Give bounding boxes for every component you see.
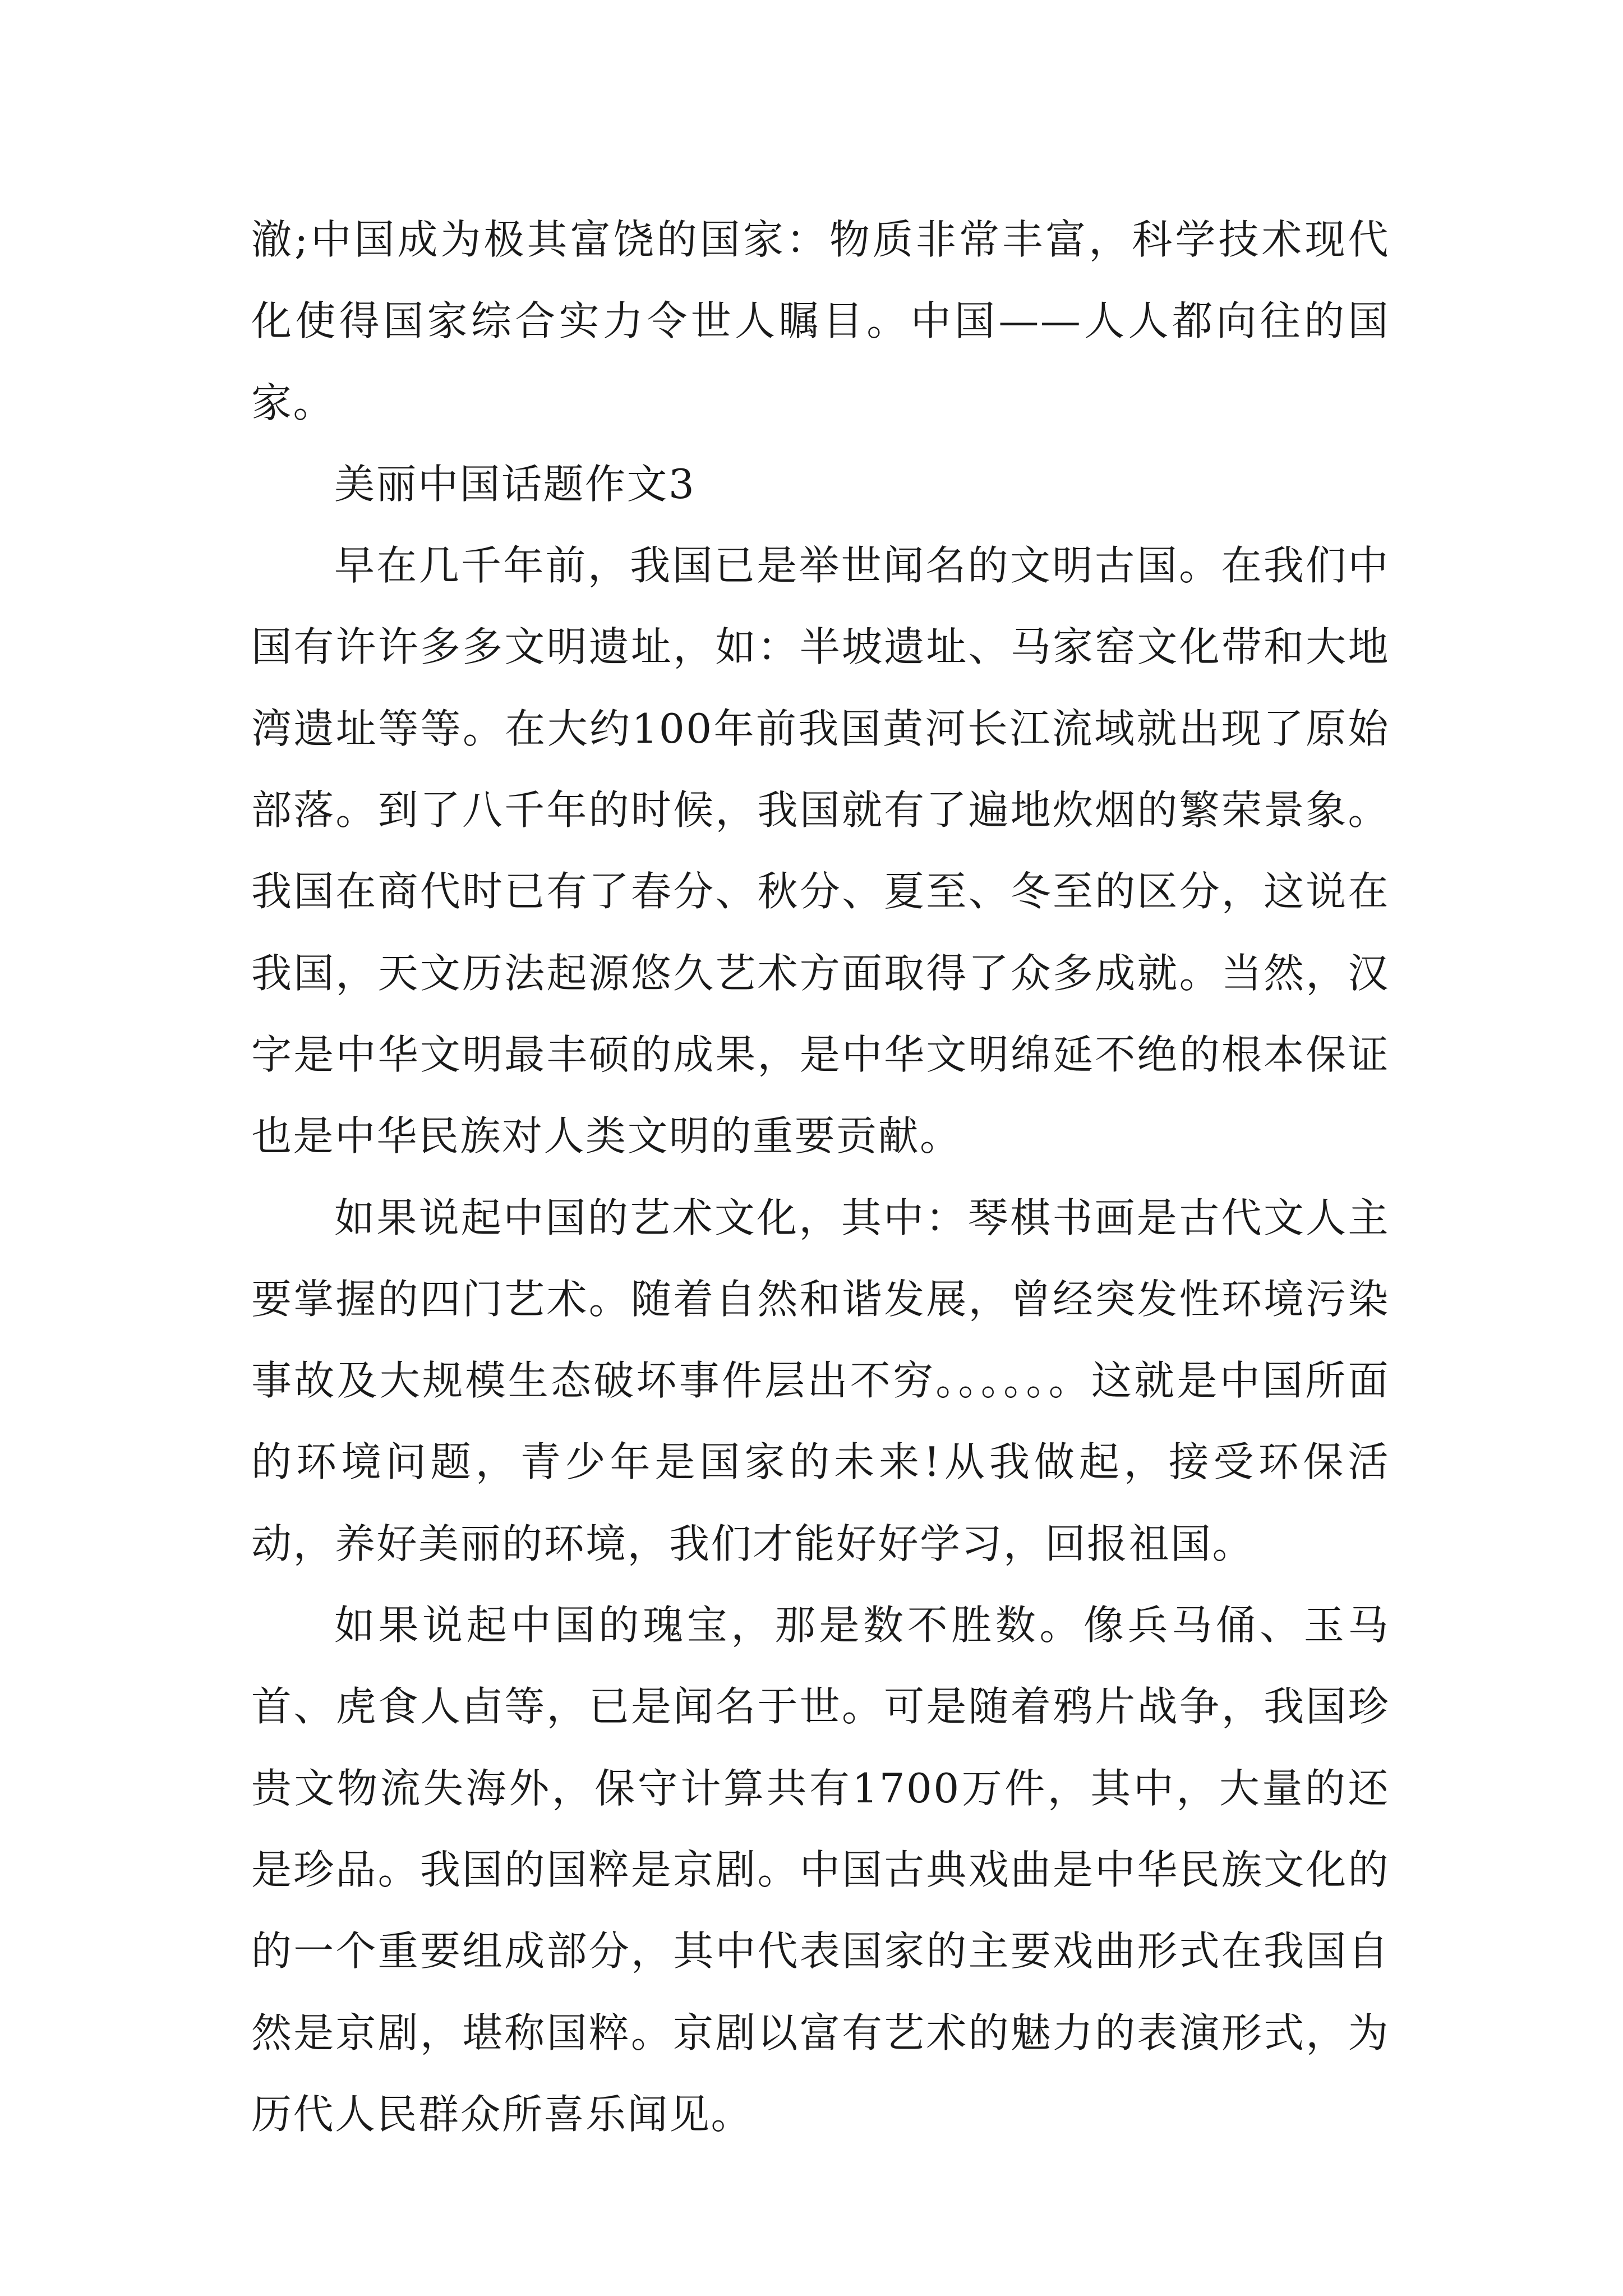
paragraph: 早在几千年前，我国已是举世闻名的文明古国。在我们中国有许许多多文明遗址，如：半坡遗址、马家窑文化带和大地湾遗址等等。在大约100年前我国黄河长江流域就出现了原始部落。到了八千年的时候，我国就有了遍地炊烟的繁荣景象。我国在商代时已有了春分、秋分、夏至、冬至的区分，这说在我国，天文历法起源悠久艺术方面取得了众多成就。当然，汉字是中华文明最丰硕的成果，是中华文明绵延不绝的根本保证也是中华民族对人类文明的重要贡献。: [251, 542, 1390, 1160]
paragraph-continuation: 澈;中国成为极其富饶的国家：物质非常丰富，科学技术现代化使得国家综合实力令世人瞩目。中国——人人都向往的国家。: [251, 216, 1390, 426]
essay-heading: 美丽中国话题作文3: [334, 460, 696, 508]
document-body: [251, 199, 1390, 2155]
paragraph: 如果说起中国的瑰宝，那是数不胜数。像兵马俑、玉马首、虎食人卣等，已是闻名于世。可是随着鸦片战争，我国珍贵文物流失海外，保守计算共有1700万件，其中，大量的还是珍品。我国的国粹是京剧。中国古典戏曲是中华民族文化的的一个重要组成部分，其中代表国家的主要戏曲形式在我国自然是京剧，堪称国粹。京剧以富有艺术的魅力的表演形式，为历代人民群众所喜乐闻见。: [251, 1602, 1390, 2138]
paragraph: 如果说起中国的艺术文化，其中：琴棋书画是古代文人主要掌握的四门艺术。随着自然和谐发展，曾经突发性环境污染事故及大规模生态破坏事件层出不穷。。。。。。这就是中国所面的环境问题，青少年是国家的未来!从我做起，接受环保活动，养好美丽的环境，我们才能好好学习，回报祖国。: [251, 1194, 1390, 1567]
